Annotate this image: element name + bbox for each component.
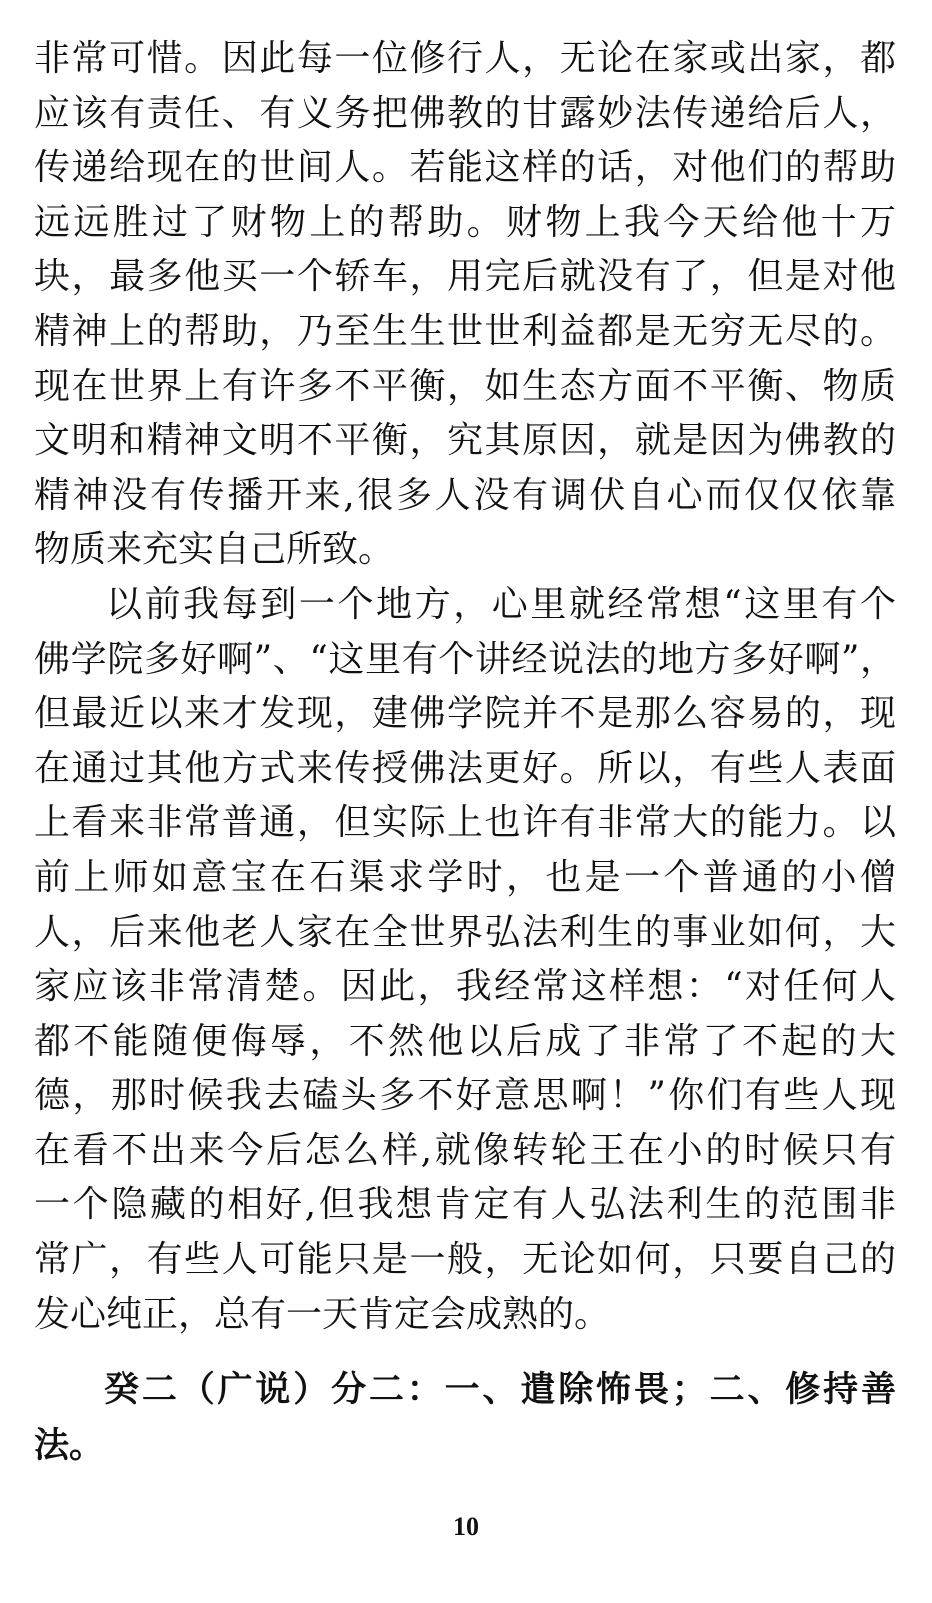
body-line: 在看不出来今后怎么样,就像转轮王在小的时候只有 — [34, 1129, 896, 1171]
section-heading — [34, 1362, 896, 1474]
body-line: 远远胜过了财物上的帮助。财物上我今天给他十万 — [34, 201, 896, 243]
body-line: 常广，有些人可能只是一般，无论如何，只要自己的 — [34, 1239, 896, 1281]
body-line: 精神上的帮助，乃至生生世世利益都是无穷无尽的。 — [34, 310, 896, 352]
body-line: 文明和精神文明不平衡，究其原因，就是因为佛教的 — [34, 420, 896, 462]
body-line: 前上师如意宝在石渠求学时，也是一个普通的小僧 — [34, 856, 896, 898]
paragraph-start-line: 以前我每到一个地方，心里就经常想“这里有个 — [106, 583, 896, 625]
body-text — [34, 32, 896, 1342]
body-line: 都不能随便侮辱，不然他以后成了非常了不起的大 — [34, 1020, 896, 1062]
body-line: 物质来充实自己所致。 — [34, 529, 395, 571]
page-number: 10 — [453, 1512, 479, 1541]
body-line: 块，最多他买一个轿车，用完后就没有了，但是对他 — [34, 256, 896, 298]
body-line: 上看来非常普通，但实际上也许有非常大的能力。以 — [34, 802, 896, 844]
body-line: 传递给现在的世间人。若能这样的话，对他们的帮助 — [34, 147, 896, 189]
body-line: 发心纯正，总有一天肯定会成熟的。 — [34, 1293, 611, 1335]
body-line: 佛学院多好啊”、“这里有个讲经说法的地方多好啊”， — [34, 638, 896, 680]
body-line: 德，那时候我去磕头多不好意思啊！”你们有些人现 — [34, 1075, 896, 1117]
body-line: 非常可惜。因此每一位修行人，无论在家或出家，都 — [34, 38, 896, 79]
section-heading-line: 癸二（广说）分二：一、遣除怖畏；二、修持善 — [104, 1370, 896, 1410]
body-line: 人，后来他老人家在全世界弘法利生的事业如何，大 — [34, 911, 896, 953]
section-heading-line: 法。 — [34, 1426, 105, 1466]
body-line: 在通过其他方式来传授佛法更好。所以，有些人表面 — [34, 747, 896, 789]
body-line: 家应该非常清楚。因此，我经常这样想：“对任何人 — [34, 966, 896, 1008]
body-line: 现在世界上有许多不平衡，如生态方面不平衡、物质 — [34, 365, 896, 407]
body-line: 精神没有传播开来,很多人没有调伏自心而仅仅依靠 — [34, 474, 896, 516]
body-line: 但最近以来才发现，建佛学院并不是那么容易的，现 — [34, 693, 896, 735]
body-line: 一个隐藏的相好,但我想肯定有人弘法利生的范围非 — [34, 1184, 896, 1226]
body-line: 应该有责任、有义务把佛教的甘露妙法传递给后人， — [34, 92, 896, 134]
